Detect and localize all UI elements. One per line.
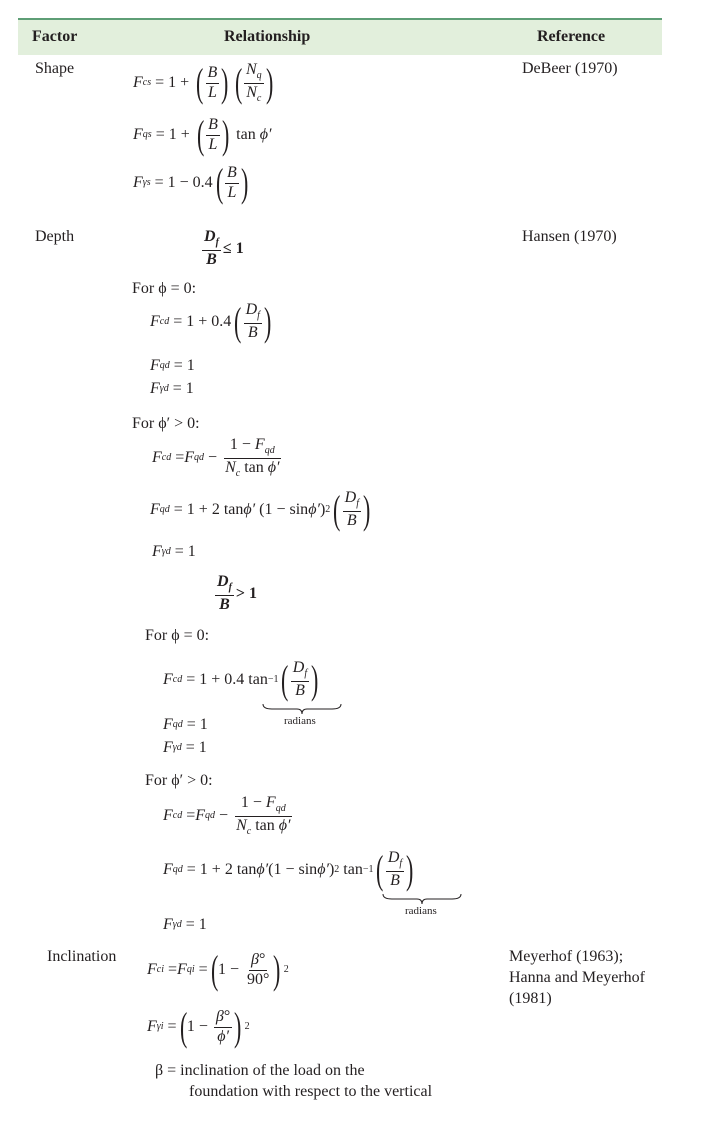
eq-fqs: F qs = 1 + ( $\frac{B}{L}$ ) tan ϕ′: [133, 112, 272, 158]
eq-fqd-3: F qd = 1: [163, 716, 208, 733]
radians-brace-2: [382, 893, 462, 905]
label-for-phi-pos-1: For ϕ′ > 0:: [132, 415, 200, 432]
reference-shape: DeBeer (1970): [522, 60, 618, 77]
factor-depth: Depth: [35, 228, 75, 245]
factor-shape: Shape: [35, 60, 75, 77]
cond-df-b-gt-1: $\frac{D_f}{B}$ > 1: [217, 573, 258, 613]
cond-le-1-text: ≤ 1: [222, 239, 244, 257]
eq-fgd-1: F γd = 1: [150, 380, 194, 397]
header-relationship: Relationship: [224, 28, 311, 45]
eq-fcd-2: F cd = F qd − $\frac{1 - F_{qd}}{N_c \tan \phi'}$: [152, 436, 280, 479]
eq-fci-fqi: F ci = F qi = ( 1 − $\frac{\beta^\circ}{90^\circ}$ ) 2: [147, 947, 289, 993]
reference-depth: Hansen (1970): [522, 228, 617, 245]
eq-fcs: F cs = 1 + ( $\frac{B}{L}$ ) ( $\frac{N_q}{N_c}$ ): [133, 60, 273, 105]
note-beta-line1: β = inclination of the load on the: [155, 1062, 365, 1079]
eq-fgd-4: F γd = 1: [163, 916, 207, 933]
eq-fgd-2: F γd = 1: [152, 543, 196, 560]
eq-fgd-3: F γd = 1: [163, 739, 207, 756]
eq-fqd-2: F qd = 1 + 2 tan ϕ′ (1 − sin ϕ′ ) 2 ( $\frac{D_f}{B}$ ): [150, 486, 371, 532]
eq-fcd-1: F cd = 1 + 0.4 ( $\frac{D_f}{B}$ ): [150, 298, 272, 344]
cond-gt-1-text: > 1: [235, 584, 258, 602]
radians-brace-1: [262, 703, 342, 715]
eq-fgi: F γi = ( 1 − $\frac{\beta^\circ}{\phi'}$ ) 2: [147, 1004, 250, 1050]
factor-inclination: Inclination: [47, 948, 117, 965]
radians-label-2: radians: [405, 905, 437, 917]
label-for-phi-pos-2: For ϕ′ > 0:: [145, 772, 213, 789]
eq-fqd-1: F qd = 1: [150, 357, 195, 374]
cond-df-b-le-1: $\frac{D_f}{B}$ ≤ 1: [204, 228, 244, 268]
label-for-phi-zero-2: For ϕ = 0:: [145, 627, 210, 644]
eq-fcd-4: F cd = F qd − $\frac{1 - F_{qd}}{N_c \tan \phi'}$: [163, 794, 291, 837]
header-factor: Factor: [32, 28, 78, 45]
reference-inclination-2: Hanna and Meyerhof: [509, 969, 645, 986]
note-beta-line2: foundation with respect to the vertical: [189, 1083, 433, 1100]
eq-fcd-3: F cd = 1 + 0.4 tan −1 ( $\frac{D_f}{B}$ ): [163, 656, 319, 702]
eq-fqd-4: F qd = 1 + 2 tan ϕ′ (1 − sin ϕ′ ) 2 tan −1 ( $\frac{D_f}{B}$ ): [163, 846, 414, 892]
radians-label-1: radians: [284, 715, 316, 727]
header-reference: Reference: [537, 28, 606, 45]
reference-inclination-1: Meyerhof (1963);: [509, 948, 624, 965]
label-for-phi-zero-1: For ϕ = 0:: [132, 280, 197, 297]
eq-fgs: F γs = 1 − 0.4 ( $\frac{B}{L}$ ): [133, 160, 249, 206]
reference-inclination-3: (1981): [509, 990, 552, 1007]
